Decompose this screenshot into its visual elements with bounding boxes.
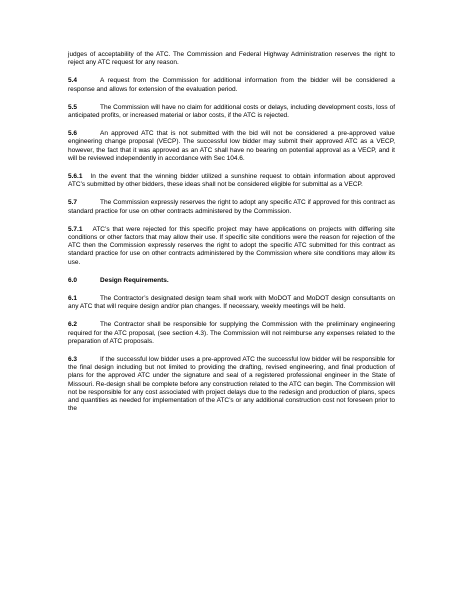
section-number: 6.3 [68,356,78,364]
section-6-1 [68,295,395,311]
section-text: The Commission expressly reserves the right to adopt any specific ATC if approved for this contract as standard practice for use on other contracts administered by the Commission. [68,199,395,215]
section-5-4 [68,77,395,93]
section-5-5 [68,104,395,120]
section-text: An approved ATC that is not submitted with the bid will not be considered a pre-approved value engineering change proposal (VECP). The successful low bidder may submit their approved ATC as a VECP, however, the fact that it was approved as an ATC shall have no bearing on potential approval as a VECP, and it will be reviewed independently in accordance with Sec 104.6. [68,130,395,162]
section-5-7 [68,199,395,215]
section-text: A request from the Commission for additional information from the bidder will be considered a response and allows for extension of the evaluation period. [68,77,395,93]
section-5-7-1 [68,226,395,267]
section-number: 6.2 [68,321,78,329]
intro-paragraph [68,51,395,67]
section-5-6-1 [68,173,395,189]
intro-text: judges of acceptability of the ATC. The Commission and Federal Highway Administration reserves the right to reject any ATC request for any reason. [68,51,395,67]
section-5-6 [68,130,395,163]
section-6-heading [68,277,395,285]
section-text: ATC’s that were rejected for this specific project may have applications on projects with differing site conditions or other factors that may allow their use. If specific site conditions were the reason for rejection of the ATC then the Commission expressly reserves the right to adopt the specific ATC submitted for this contract as standard practice for use on other contracts administered by the Commission where site conditions may allow its use. [68,225,395,266]
section-6-3 [68,356,395,413]
section-number: 5.5 [68,103,78,111]
document-page [68,51,395,424]
section-number: 5.6.1 [68,173,83,181]
section-6-2 [68,321,395,346]
section-text: In the event that the winning bidder utilized a sunshine request to obtain information about approved ATC’s submitted by other bidders, these ideas shall not be considered eligible for submittal as a VECP. [68,173,395,189]
heading-number: 6.0 [68,276,78,284]
section-text: The Commission will have no claim for additional costs or delays, including development costs, loss of anticipated profits, or increased material or labor costs, if the ATC is rejected. [68,103,395,120]
section-text: The Contractor shall be responsible for supplying the Commission with the preliminary engineering required for the ATC proposal, (see section 4.3). The Commission will not reimburse any expenses related to the preparation of ATC proposals. [68,321,395,345]
heading-title: Design Requirements. [100,276,169,284]
section-number: 6.1 [68,295,78,303]
section-text: The Contractor’s designated design team shall work with MoDOT and MoDOT design consultants on any ATC that will require design and/or plan changes. If necessary, weekly meetings will be held. [68,295,395,311]
section-number: 5.6 [68,130,78,138]
section-number: 5.7.1 [68,225,83,233]
section-number: 5.4 [68,77,78,85]
section-number: 5.7 [68,199,78,207]
section-text: If the successful low bidder uses a pre-approved ATC the successful low bidder will be responsible for the final design including but not limited to providing the drafting, revised engineering, and final production of plans for the approved ATC under the signature and seal of a registered professional engineer in the State of Missouri. Re-design shall be complete before any construction related to the ATC can begin. The Commission will not be responsible for any cost associated with project delays due to the redesign and production of plans, specs and quantities as needed for implementation of the ATC’s or any additional construction cost not foreseen prior to the [68,356,395,413]
